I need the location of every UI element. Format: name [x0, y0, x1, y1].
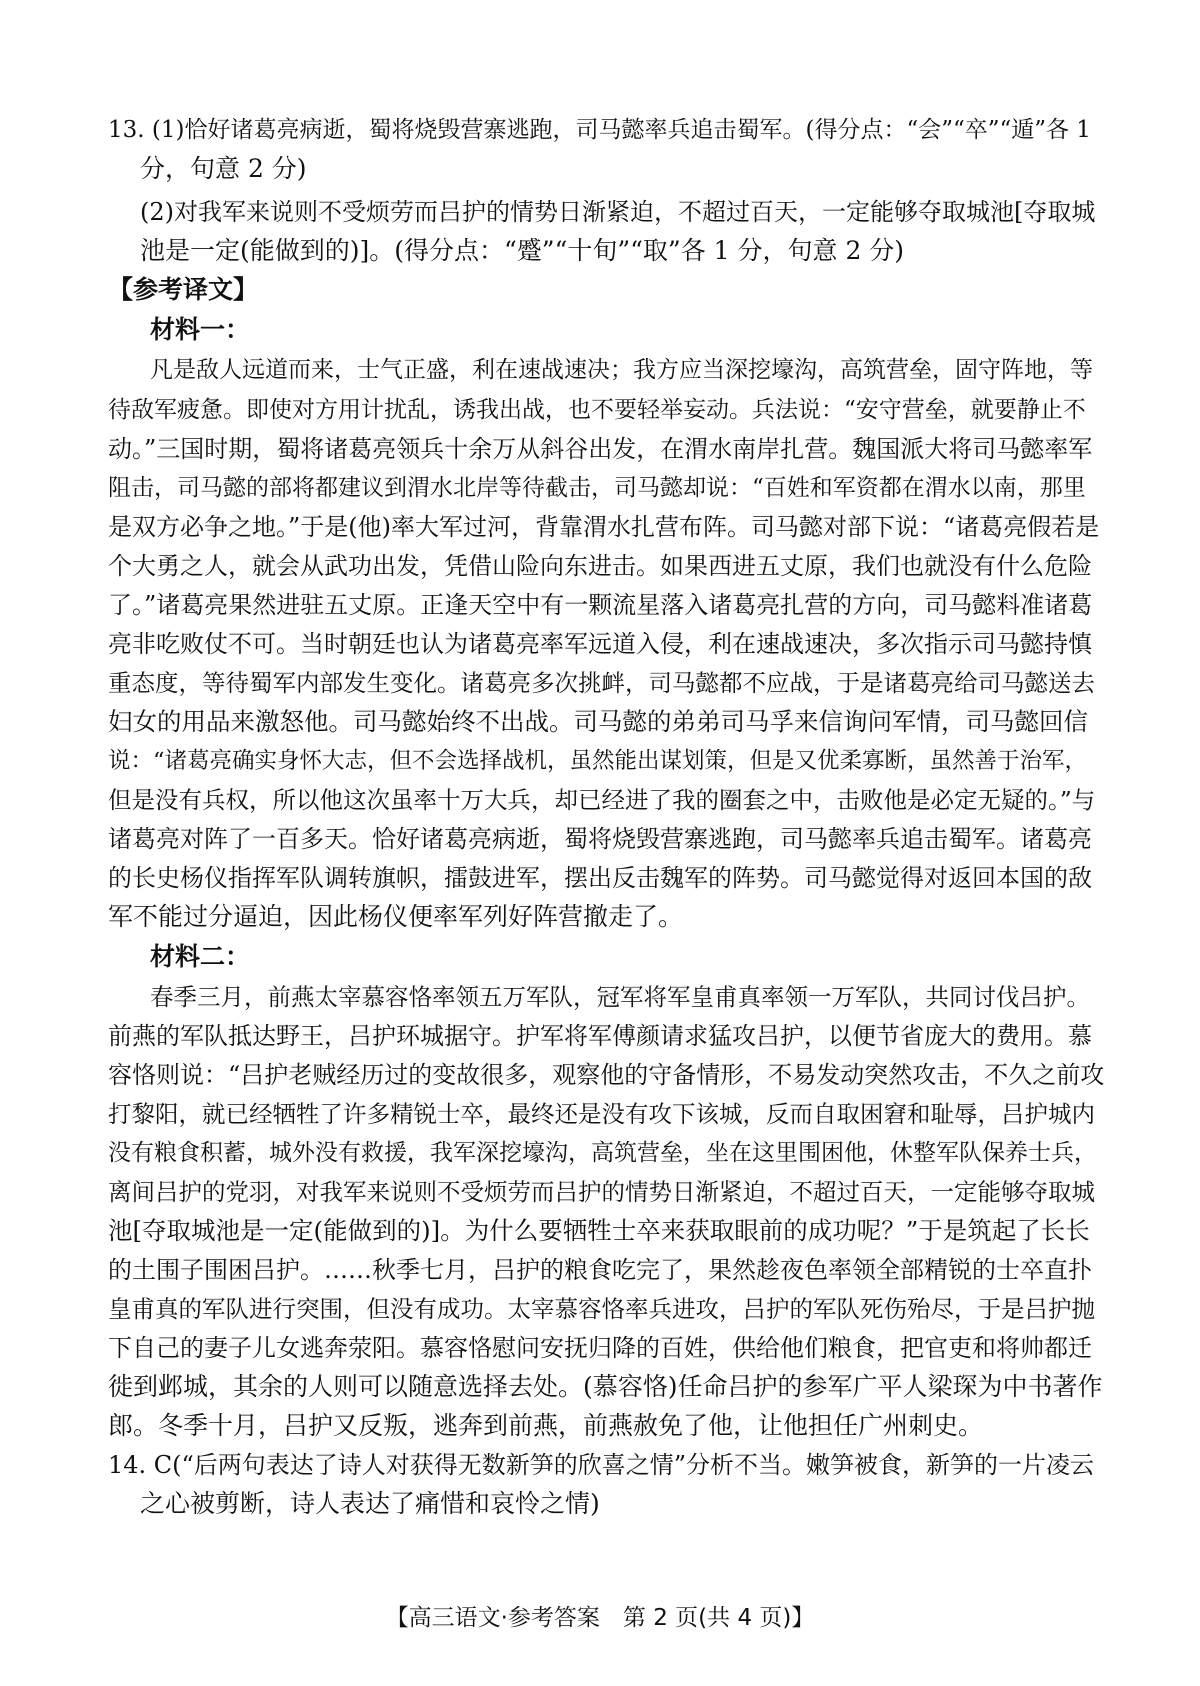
- material1-line: 诸葛亮对阵了一百多天。恰好诸葛亮病逝，蜀将烧毁营寨逃跑，司马懿率兵追击蜀军。诸葛亮: [108, 825, 1092, 853]
- material1-line: 亮非吃败仗不可。当时朝廷也认为诸葛亮率军远道入侵，利在速战速决，多次指示司马懿持慎: [108, 630, 1092, 658]
- q13-line-4: 池是一定(能做到的)]。(得分点：“蹙”“十旬”“取”各 1 分，句意 2 分): [140, 236, 905, 265]
- material1-line: 的长史杨仪指挥军队调转旗帜，擂鼓进军，摆出反击魏军的阵势。司马懿觉得对返回本国的敌: [108, 864, 1092, 892]
- material1-line: 妇女的用品来激怒他。司马懿始终不出战。司马懿的弟弟司马孚来信询问军情，司马懿回信: [108, 707, 1088, 736]
- q13-line-3: (2)对我军来说则不受烦劳而吕护的情势日渐紧迫，不超过百天，一定能够夺取城池[夺取城: [140, 198, 1096, 226]
- material1-line: 说：“诸葛亮确实身怀大志，但不会选择战机，虽然能出谋划策，但是又优柔寡断，虽然善于治军，: [108, 748, 1088, 774]
- material2-line: 的土围子围困吕护。……秋季七月，吕护的粮食吃完了，果然趁夜色率领全部精锐的士卒直扑: [108, 1256, 1092, 1284]
- section-title: 【参考译文】: [108, 275, 259, 304]
- material2-line: 徙到邺城，其余的人则可以随意选择去处。(慕容恪)任命吕护的参军广平人梁琛为中书著作: [108, 1372, 1103, 1401]
- material2-line: 容恪则说：“吕护老贼经历过的变故很多，观察他的守备情形，不易发动突然攻击，不久之前攻: [108, 1061, 1105, 1089]
- page-footer: 【高三语文·参考答案 第 2 页(共 4 页)】: [385, 1605, 815, 1631]
- material1-line: 动。”三国时期，蜀将诸葛亮领兵十余万从斜谷出发，在渭水南岸扎营。魏国派大将司马懿率军: [108, 435, 1093, 463]
- q13-line-2: 分，句意 2 分): [140, 154, 307, 183]
- material2-line: 没有粮食积蓄，城外没有救援，我军深挖壕沟，高筑营垒，坐在这里围困他，休整军队保养士兵，: [108, 1140, 1097, 1166]
- material2-heading: 材料二：: [150, 942, 251, 971]
- material1-line: 待敌军疲惫。即使对方用计扰乱，诱我出战，也不要轻举妄动。兵法说：“安守营垒，就要静止不: [108, 397, 1086, 423]
- q13-line-1: 13. (1)恰好诸葛亮病逝，蜀将烧毁营寨逃跑，司马懿率兵追击蜀军。(得分点：“会”“卒”“遁”各 1: [108, 117, 1091, 143]
- material1-heading: 材料一：: [150, 315, 251, 344]
- material2-line: 郎。冬季十月，吕护又反叛，逃奔到前燕，前燕赦免了他，让他担任广州刺史。: [108, 1411, 984, 1440]
- material1-line: 重态度，等待蜀军内部发生变化。诸葛亮多次挑衅，司马懿都不应战，于是诸葛亮给司马懿送去: [108, 669, 1095, 697]
- material1-line: 军不能过分逼迫，因此杨仪便率军列好阵营撤走了。: [108, 902, 684, 931]
- q14-line-1: 14. C(“后两句表达了诗人对获得无数新笋的欣喜之情”分析不当。嫩笋被食，新笋的一片凌云: [108, 1451, 1095, 1479]
- material1-line: 凡是敌人远道而来，士气正盛，利在速战速决；我方应当深挖壕沟，高筑营垒，固守阵地，等: [150, 357, 1093, 383]
- material2-line: 池[夺取城池是一定(能做到的)]。为什么要牺牲士卒来获取眼前的成功呢？”于是筑起了长长: [108, 1216, 1090, 1245]
- material2-line: 春季三月，前燕太宰慕容恪率领五万军队，冠军将军皇甫真率领一万军队，共同讨伐吕护。: [150, 983, 1090, 1011]
- q14-line-2: 之心被剪断，诗人表达了痛惜和哀怜之情): [140, 1489, 600, 1518]
- material1-line: 阻击，司马懿的部将都建议到渭水北岸等待截击，司马懿却说：“百姓和军资都在渭水以南，那里: [108, 475, 1086, 501]
- material2-line: 前燕的军队抵达野王，吕护环城据守。护军将军傅颜请求猛攻吕护，以便节省庞大的费用。慕: [108, 1022, 1092, 1050]
- material1-line: 但是没有兵权，所以他这次虽率十万大兵，却已经进了我的圈套之中，击败他是必定无疑的。”与: [108, 786, 1096, 814]
- material1-line: 个大勇之人，就会从武功出发，凭借山险向东进击。如果西进五丈原，我们也就没有什么危险: [108, 552, 1092, 580]
- material1-line: 是双方必争之地。”于是(他)率大军过河，背靠渭水扎营布阵。司马懿对部下说：“诸葛亮假若是: [108, 513, 1100, 541]
- material2-line: 打黎阳，就已经牺牲了许多精锐士卒，最终还是没有攻下该城，反而自取困窘和耻辱，吕护城内: [108, 1100, 1095, 1128]
- material2-line: 皇甫真的军队进行突围，但没有成功。太宰慕容恪率兵进攻，吕护的军队死伤殆尽，于是吕护抛: [108, 1295, 1095, 1323]
- material1-line: 了。”诸葛亮果然进驻五丈原。正逢天空中有一颗流星落入诸葛亮扎营的方向，司马懿料准诸葛: [108, 591, 1093, 619]
- material2-line: 离间吕护的党羽，对我军来说则不受烦劳而吕护的情势日渐紧迫，不超过百天，一定能够夺取城: [108, 1178, 1095, 1206]
- material2-line: 下自己的妻子儿女逃奔荥阳。慕容恪慰问安抚归降的百姓，供给他们粮食，把官吏和将帅都迁: [108, 1334, 1092, 1362]
